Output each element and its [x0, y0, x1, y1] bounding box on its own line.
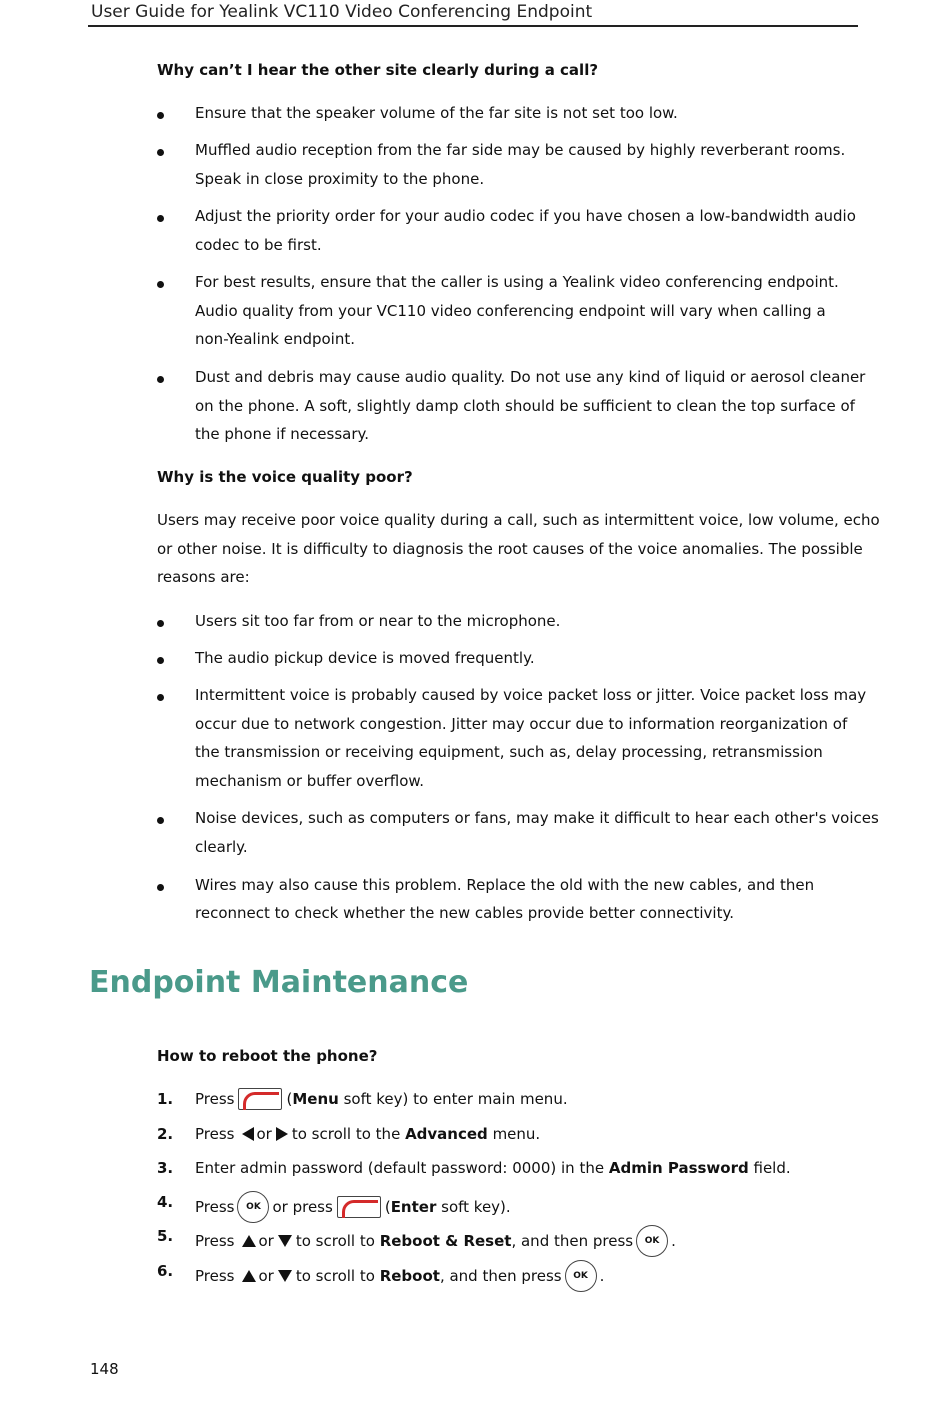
- bullet-line: clearly.: [195, 838, 248, 856]
- bullet-icon: [157, 112, 164, 119]
- bullet-line: non-Yealink endpoint.: [195, 330, 355, 348]
- bullet-line: Users sit too far from or near to the microphone.: [195, 612, 561, 630]
- left-arrow-icon: [242, 1127, 254, 1141]
- step-6: [195, 1260, 604, 1292]
- step-press: Press: [195, 1198, 235, 1216]
- bullet-icon: [157, 694, 164, 701]
- intro-line: reasons are:: [157, 568, 250, 586]
- step-or: or: [256, 1125, 272, 1143]
- step-5: [195, 1225, 676, 1257]
- advanced-label: Advanced: [405, 1125, 488, 1143]
- step-rest: field.: [748, 1159, 791, 1177]
- step-rest: soft key) to enter main menu.: [338, 1090, 568, 1108]
- admin-password-label: Admin Password: [608, 1159, 749, 1177]
- page-header: [88, 0, 858, 27]
- bullet-line: Noise devices, such as computers or fans, may make it difficult to hear each other's voices: [195, 809, 879, 827]
- step-pre: Enter admin password (default password: 0000) in the: [195, 1159, 609, 1177]
- step-number: 1.: [157, 1090, 174, 1108]
- bullet-icon: [157, 620, 164, 627]
- step-number: 6.: [157, 1262, 174, 1280]
- step-pre: to scroll to: [295, 1267, 380, 1285]
- step-end: .: [671, 1232, 676, 1250]
- step-number: 3.: [157, 1159, 174, 1177]
- bullet-icon: [157, 215, 164, 222]
- bullet-icon: [157, 149, 164, 156]
- question-hear-clearly: Why can’t I hear the other site clearly during a call?: [157, 61, 599, 79]
- step-press: Press: [195, 1267, 235, 1285]
- up-arrow-icon: [242, 1270, 256, 1282]
- step-press: Press: [195, 1232, 235, 1250]
- step-4: [195, 1191, 511, 1223]
- ok-key-icon: OK: [636, 1225, 668, 1257]
- bullet-line: reconnect to check whether the new cables provide better connectivity.: [195, 904, 734, 922]
- bullet-icon: [157, 376, 164, 383]
- question-reboot: How to reboot the phone?: [157, 1047, 378, 1065]
- paren: (: [384, 1198, 391, 1216]
- bullet-line: the transmission or receiving equipment, such as, delay processing, retransmission: [195, 743, 823, 761]
- bullet-line: on the phone. A soft, slightly damp cloth should be sufficient to clean the top surface of: [195, 397, 855, 415]
- bullet-icon: [157, 884, 164, 891]
- bullet-line: the phone if necessary.: [195, 425, 370, 443]
- right-arrow-icon: [276, 1127, 288, 1141]
- bullet-line: Ensure that the speaker volume of the far site is not set too low.: [195, 104, 678, 122]
- step-rest: , and then press: [511, 1232, 634, 1250]
- bullet-line: Speak in close proximity to the phone.: [195, 170, 485, 188]
- bullet-line: For best results, ensure that the caller is using a Yealink video conferencing endpoint.: [195, 273, 839, 291]
- softkey-icon: [337, 1196, 381, 1218]
- bullet-line: mechanism or buffer overflow.: [195, 772, 425, 790]
- reboot-reset-label: Reboot & Reset: [379, 1232, 512, 1250]
- step-end: .: [599, 1267, 605, 1285]
- bullet-line: The audio pickup device is moved frequently.: [195, 649, 535, 667]
- step-2: [195, 1123, 540, 1145]
- step-3: [195, 1157, 791, 1179]
- step-1: [195, 1088, 568, 1110]
- reboot-label: Reboot: [379, 1267, 440, 1285]
- softkey-icon: [238, 1088, 282, 1110]
- bullet-icon: [157, 817, 164, 824]
- step-pre: to scroll to: [295, 1232, 380, 1250]
- down-arrow-icon: [278, 1235, 292, 1247]
- bullet-icon: [157, 657, 164, 664]
- bullet-line: Adjust the priority order for your audio codec if you have chosen a low-bandwidth audio: [195, 207, 856, 225]
- bullet-line: Muffled audio reception from the far side may be caused by highly reverberant rooms.: [195, 141, 846, 159]
- header-title: User Guide for Yealink VC110 Video Conferencing Endpoint: [91, 2, 593, 22]
- section-heading: Endpoint Maintenance: [89, 965, 469, 1000]
- intro-line: Users may receive poor voice quality during a call, such as intermittent voice, low volume, echo: [157, 511, 880, 529]
- step-or-press: or press: [272, 1198, 333, 1216]
- step-rest: menu.: [487, 1125, 541, 1143]
- bullet-line: codec to be first.: [195, 236, 322, 254]
- intro-line: or other noise. It is difficulty to diagnosis the root causes of the voice anomalies. The possible: [157, 540, 863, 558]
- bullet-line: Audio quality from your VC110 video conferencing endpoint will vary when calling a: [195, 302, 826, 320]
- step-or: or: [258, 1267, 274, 1285]
- step-rest: soft key).: [436, 1198, 511, 1216]
- bullet-line: occur due to network congestion. Jitter may occur due to information reorganization of: [195, 715, 848, 733]
- up-arrow-icon: [242, 1235, 256, 1247]
- enter-label: Enter: [390, 1198, 437, 1216]
- menu-label: Menu: [292, 1090, 339, 1108]
- step-number: 5.: [157, 1227, 174, 1245]
- step-press: Press: [195, 1125, 235, 1143]
- question-voice-quality: Why is the voice quality poor?: [157, 468, 413, 486]
- bullet-line: Wires may also cause this problem. Replace the old with the new cables, and then: [195, 876, 815, 894]
- step-pre: to scroll to the: [291, 1125, 406, 1143]
- step-rest: , and then press: [439, 1267, 562, 1285]
- down-arrow-icon: [278, 1270, 292, 1282]
- step-or: or: [258, 1232, 274, 1250]
- page-number: 148: [90, 1360, 119, 1378]
- step-press: Press: [195, 1090, 235, 1108]
- step-number: 4.: [157, 1193, 174, 1211]
- step-number: 2.: [157, 1125, 174, 1143]
- ok-key-icon: OK: [565, 1260, 597, 1292]
- ok-key-icon: OK: [237, 1191, 269, 1223]
- bullet-line: Dust and debris may cause audio quality. Do not use any kind of liquid or aerosol cleaner: [195, 368, 866, 386]
- bullet-icon: [157, 281, 164, 288]
- bullet-line: Intermittent voice is probably caused by voice packet loss or jitter. Voice packet loss may: [195, 686, 867, 704]
- paren: (: [286, 1090, 293, 1108]
